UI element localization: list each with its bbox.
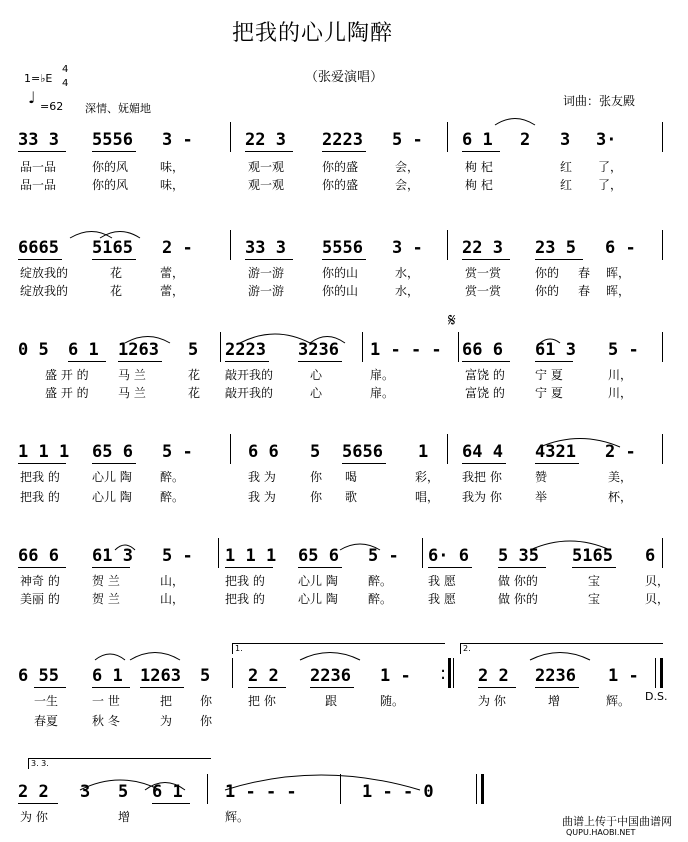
lyric: 唱， <box>415 490 440 504</box>
underline <box>34 687 66 688</box>
note-group: 5 <box>118 782 129 802</box>
underline <box>535 259 583 260</box>
bar-line <box>662 434 663 464</box>
lyric: 醉。 <box>160 470 185 484</box>
note-group: 5 - <box>392 130 423 150</box>
lyric: 观一观 <box>248 160 285 174</box>
note-group: 5165 <box>92 238 133 258</box>
lyric: 为 <box>160 714 173 728</box>
underline <box>18 803 58 804</box>
note-group: 23 5 <box>535 238 576 258</box>
lyric: 我为 你 <box>462 490 502 504</box>
underline <box>92 567 130 568</box>
underline <box>225 567 273 568</box>
lyric: 你的 <box>535 266 560 280</box>
lyric: 醉。 <box>368 574 393 588</box>
bar-line <box>453 658 454 688</box>
note-group: 6 1 <box>92 666 123 686</box>
bar-line <box>662 122 663 152</box>
note-group: 1 - - - <box>370 340 442 360</box>
lyric: 心 <box>310 386 323 400</box>
lyric: 游一游 <box>248 284 285 298</box>
watermark-line1: 曲谱上传于中国曲谱网 <box>562 815 672 828</box>
note-group: 5556 <box>92 130 133 150</box>
lyric: 花 <box>188 368 201 382</box>
lyric: 把我 的 <box>225 592 265 606</box>
lyric: 一 世 <box>92 694 120 708</box>
lyric: 美丽 的 <box>20 592 60 606</box>
underline <box>462 463 506 464</box>
note-group: 1 - <box>608 666 639 686</box>
lyric: 枸 杞 <box>465 160 493 174</box>
note-group: 2223 <box>322 130 363 150</box>
lyric: 随。 <box>380 694 405 708</box>
note-group: 65 6 <box>92 442 133 462</box>
lyric: 你的山 <box>322 284 359 298</box>
note-group: 22 3 <box>462 238 503 258</box>
lyric: 了， <box>598 178 623 192</box>
bar-line <box>340 774 341 804</box>
underline <box>245 151 293 152</box>
lyric: 蕾， <box>160 284 185 298</box>
lyric: 你 <box>310 490 323 504</box>
lyric: 品一品 <box>20 160 57 174</box>
lyric: 你 <box>200 694 213 708</box>
note-group: 2 - <box>605 442 636 462</box>
underline <box>68 361 106 362</box>
lyric: 扉。 <box>370 368 395 382</box>
lyric: 宝 <box>588 592 601 606</box>
bar-line <box>662 230 663 260</box>
lyric: 赏一赏 <box>465 266 502 280</box>
underline <box>92 463 136 464</box>
lyric: 为 你 <box>478 694 506 708</box>
lyric: 贺 兰 <box>92 574 120 588</box>
note-group: 5556 <box>322 238 363 258</box>
lyric: 你 <box>200 714 213 728</box>
lyric: 盛 开 的 <box>45 386 89 400</box>
bar-line <box>230 230 231 260</box>
lyric: 跟 <box>325 694 338 708</box>
volta-3: 3. 3. <box>28 758 211 769</box>
note-group: 6 1 <box>68 340 99 360</box>
note-group: 5 - <box>368 546 399 566</box>
underline <box>535 687 579 688</box>
note-group: 1 - <box>380 666 411 686</box>
note-group: 5 - <box>162 546 193 566</box>
note-group: 2 - <box>162 238 193 258</box>
underline <box>298 361 342 362</box>
note-group: 2236 <box>535 666 576 686</box>
lyric: 辉。 <box>225 810 250 824</box>
bar-line <box>362 332 363 362</box>
dal-segno: D.S. <box>645 690 668 703</box>
note-group: 3 - <box>392 238 423 258</box>
final-bar <box>660 658 663 688</box>
lyric: 做 你的 <box>498 574 538 588</box>
lyric: 味， <box>160 178 185 192</box>
underline <box>18 259 62 260</box>
lyric: 水， <box>395 266 420 280</box>
lyric: 把我 的 <box>225 574 265 588</box>
lyric: 为 你 <box>20 810 48 824</box>
note-group: 6 6 <box>248 442 279 462</box>
lyric: 把 <box>160 694 173 708</box>
lyric: 宁 夏 <box>535 386 563 400</box>
note-group: 65 6 <box>298 546 339 566</box>
underline <box>92 151 136 152</box>
underline <box>18 151 66 152</box>
underline <box>92 259 136 260</box>
lyric: 红 <box>560 178 573 192</box>
underline <box>428 567 472 568</box>
underline <box>342 463 386 464</box>
underline <box>498 567 546 568</box>
lyric: 你的 <box>535 284 560 298</box>
note-group: 0 5 <box>18 340 49 360</box>
lyric: 我 愿 <box>428 574 456 588</box>
note-group: 1 1 1 <box>225 546 277 566</box>
underline <box>152 803 190 804</box>
underline <box>118 361 162 362</box>
lyric: 晖， <box>606 266 631 280</box>
lyric: 增 <box>118 810 131 824</box>
lyric: 绽放我的 <box>20 284 69 298</box>
lyric: 观一观 <box>248 178 285 192</box>
bar-line <box>662 332 663 362</box>
bar-line <box>662 538 663 568</box>
note-group: 1263 <box>118 340 159 360</box>
bar-line <box>232 658 233 688</box>
note-group: 3 - <box>162 130 193 150</box>
note-group: 1263 <box>140 666 181 686</box>
lyric: 举 <box>535 490 548 504</box>
note-group: 2 2 <box>478 666 509 686</box>
note-group: 1 - - 0 <box>362 782 434 802</box>
lyric: 水， <box>395 284 420 298</box>
lyric: 把我 的 <box>20 470 60 484</box>
lyric: 马 兰 <box>118 386 146 400</box>
note-group: 5 35 <box>498 546 539 566</box>
lyric: 把我 的 <box>20 490 60 504</box>
underline <box>322 151 366 152</box>
watermark-line2: QUPU.HAOBI.NET <box>566 828 636 837</box>
lyric: 心儿 陶 <box>92 490 132 504</box>
lyric: 秋 冬 <box>92 714 120 728</box>
lyric: 游一游 <box>248 266 285 280</box>
lyric: 一生 <box>34 694 59 708</box>
note-group: 2 2 <box>248 666 279 686</box>
note-group: 1 - - - <box>225 782 297 802</box>
lyric: 你的风 <box>92 160 129 174</box>
lyric: 歌 <box>345 490 358 504</box>
lyric: 心 <box>310 368 323 382</box>
underline <box>310 687 354 688</box>
tempo-marking: =62 <box>40 100 64 113</box>
note-group: 4321 <box>535 442 576 462</box>
lyric: 绽放我的 <box>20 266 69 280</box>
lyric: 我 为 <box>248 470 276 484</box>
composer-credit: 词曲：张友殿 <box>563 94 636 108</box>
lyric: 神奇 的 <box>20 574 60 588</box>
lyric: 枸 杞 <box>465 178 493 192</box>
note-group: 6 1 <box>152 782 183 802</box>
note-group: 33 3 <box>245 238 286 258</box>
note-group: 5 <box>188 340 199 360</box>
lyric: 醉。 <box>160 490 185 504</box>
lyric: 你 <box>310 470 323 484</box>
note-group: 5656 <box>342 442 383 462</box>
lyric: 辉。 <box>606 694 631 708</box>
lyric: 你的风 <box>92 178 129 192</box>
song-title: 把我的心儿陶醉 <box>232 21 394 46</box>
note-group: 6 - <box>605 238 636 258</box>
lyric: 盛 开 的 <box>45 368 89 382</box>
note-group: 61 3 <box>92 546 133 566</box>
note-group: 66 6 <box>18 546 59 566</box>
lyric: 彩， <box>415 470 440 484</box>
lyric: 花 <box>110 284 123 298</box>
lyric: 你的盛 <box>322 160 359 174</box>
lyric: 心儿 陶 <box>92 470 132 484</box>
volta-1: 1. <box>232 643 445 654</box>
underline <box>225 361 269 362</box>
underline <box>18 463 66 464</box>
lyric: 敲开我的 <box>225 386 274 400</box>
lyric: 赏一赏 <box>465 284 502 298</box>
lyric: 山， <box>160 574 185 588</box>
time-signature-bottom: 4 <box>62 78 69 89</box>
lyric: 把 你 <box>248 694 276 708</box>
note-group: 1 <box>418 442 429 462</box>
lyric: 贺 兰 <box>92 592 120 606</box>
note-group: 66 6 <box>462 340 503 360</box>
lyric: 我 为 <box>248 490 276 504</box>
lyric: 增 <box>548 694 561 708</box>
note-group: 2223 <box>225 340 266 360</box>
underline <box>572 567 616 568</box>
lyric: 味， <box>160 160 185 174</box>
lyric: 蕾， <box>160 266 185 280</box>
lyric: 赞 <box>535 470 548 484</box>
slur <box>495 119 535 126</box>
key-signature: 1=♭E <box>24 72 53 85</box>
underline <box>248 687 286 688</box>
lyric: 扉。 <box>370 386 395 400</box>
final-bar <box>481 774 484 804</box>
lyric: 你的盛 <box>322 178 359 192</box>
repeat-sign: : <box>440 663 447 684</box>
lyric: 醉。 <box>368 592 393 606</box>
underline <box>298 567 342 568</box>
bar-line <box>230 122 231 152</box>
bar-line <box>220 332 221 362</box>
lyric: 花 <box>110 266 123 280</box>
lyric: 富饶 的 <box>465 386 505 400</box>
lyric: 贝， <box>645 574 670 588</box>
lyric: 我把 你 <box>462 470 502 484</box>
note-group: 5 <box>200 666 211 686</box>
volta-2: 2. <box>460 643 663 654</box>
lyric: 贝， <box>645 592 670 606</box>
lyric: 敲开我的 <box>225 368 274 382</box>
bar-line <box>447 434 448 464</box>
bar-line <box>458 332 459 362</box>
quarter-note-icon: ♩ <box>28 88 36 107</box>
lyric: 喝 <box>345 470 358 484</box>
underline <box>535 463 579 464</box>
bar-line <box>655 658 656 688</box>
note-group: 6 55 <box>18 666 59 686</box>
lyric: 红 <box>560 160 573 174</box>
lyric: 杯， <box>608 490 633 504</box>
underline <box>322 259 366 260</box>
note-group: 5 - <box>608 340 639 360</box>
slur <box>130 653 180 661</box>
lyric: 品一品 <box>20 178 57 192</box>
underline <box>478 687 516 688</box>
repeat-bar <box>448 658 451 688</box>
underline <box>462 361 510 362</box>
underline <box>92 687 130 688</box>
lyric: 晖， <box>606 284 631 298</box>
lyric: 了， <box>598 160 623 174</box>
underline <box>140 687 184 688</box>
bar-line <box>447 230 448 260</box>
note-group: 3 <box>560 130 571 150</box>
lyric: 我 愿 <box>428 592 456 606</box>
note-group: 6 <box>645 546 656 566</box>
note-group: 6· 6 <box>428 546 469 566</box>
lyric: 心儿 陶 <box>298 574 338 588</box>
bar-line <box>422 538 423 568</box>
time-signature-top: 4 <box>62 64 69 75</box>
lyric: 做 你的 <box>498 592 538 606</box>
singer-subtitle: （张爱演唱） <box>305 70 384 85</box>
note-group: 5 <box>310 442 321 462</box>
lyric: 春 <box>578 266 591 280</box>
segno-icon: 𝄋 <box>448 310 456 331</box>
lyric: 宝 <box>588 574 601 588</box>
lyric: 宁 夏 <box>535 368 563 382</box>
lyric: 会， <box>395 160 420 174</box>
lyric: 川， <box>608 386 633 400</box>
lyric: 美， <box>608 470 633 484</box>
lyric: 春夏 <box>34 714 59 728</box>
underline <box>535 361 573 362</box>
note-group: 2 <box>520 130 531 150</box>
underline <box>462 259 510 260</box>
note-group: 6665 <box>18 238 59 258</box>
lyric: 富饶 的 <box>465 368 505 382</box>
lyric: 会， <box>395 178 420 192</box>
note-group: 33 3 <box>18 130 59 150</box>
note-group: 3236 <box>298 340 339 360</box>
lyric: 花 <box>188 386 201 400</box>
note-group: 22 3 <box>245 130 286 150</box>
note-group: 5 - <box>162 442 193 462</box>
bar-line <box>230 434 231 464</box>
bar-line <box>218 538 219 568</box>
note-group: 3· <box>596 130 617 150</box>
note-group: 5165 <box>572 546 613 566</box>
lyric: 川， <box>608 368 633 382</box>
expression-marking: 深情、妩媚地 <box>85 102 151 115</box>
note-group: 3 <box>80 782 91 802</box>
lyric: 你的山 <box>322 266 359 280</box>
note-group: 2236 <box>310 666 351 686</box>
slur <box>95 654 125 660</box>
bar-line <box>207 774 208 804</box>
note-group: 1 1 1 <box>18 442 70 462</box>
bar-line <box>476 774 477 804</box>
lyric: 心儿 陶 <box>298 592 338 606</box>
underline <box>18 567 66 568</box>
lyric: 春 <box>578 284 591 298</box>
underline <box>245 259 293 260</box>
note-group: 2 2 <box>18 782 49 802</box>
note-group: 64 4 <box>462 442 503 462</box>
note-group: 61 3 <box>535 340 576 360</box>
lyric: 山， <box>160 592 185 606</box>
bar-line <box>447 122 448 152</box>
underline <box>462 151 500 152</box>
lyric: 马 兰 <box>118 368 146 382</box>
note-group: 6 1 <box>462 130 493 150</box>
